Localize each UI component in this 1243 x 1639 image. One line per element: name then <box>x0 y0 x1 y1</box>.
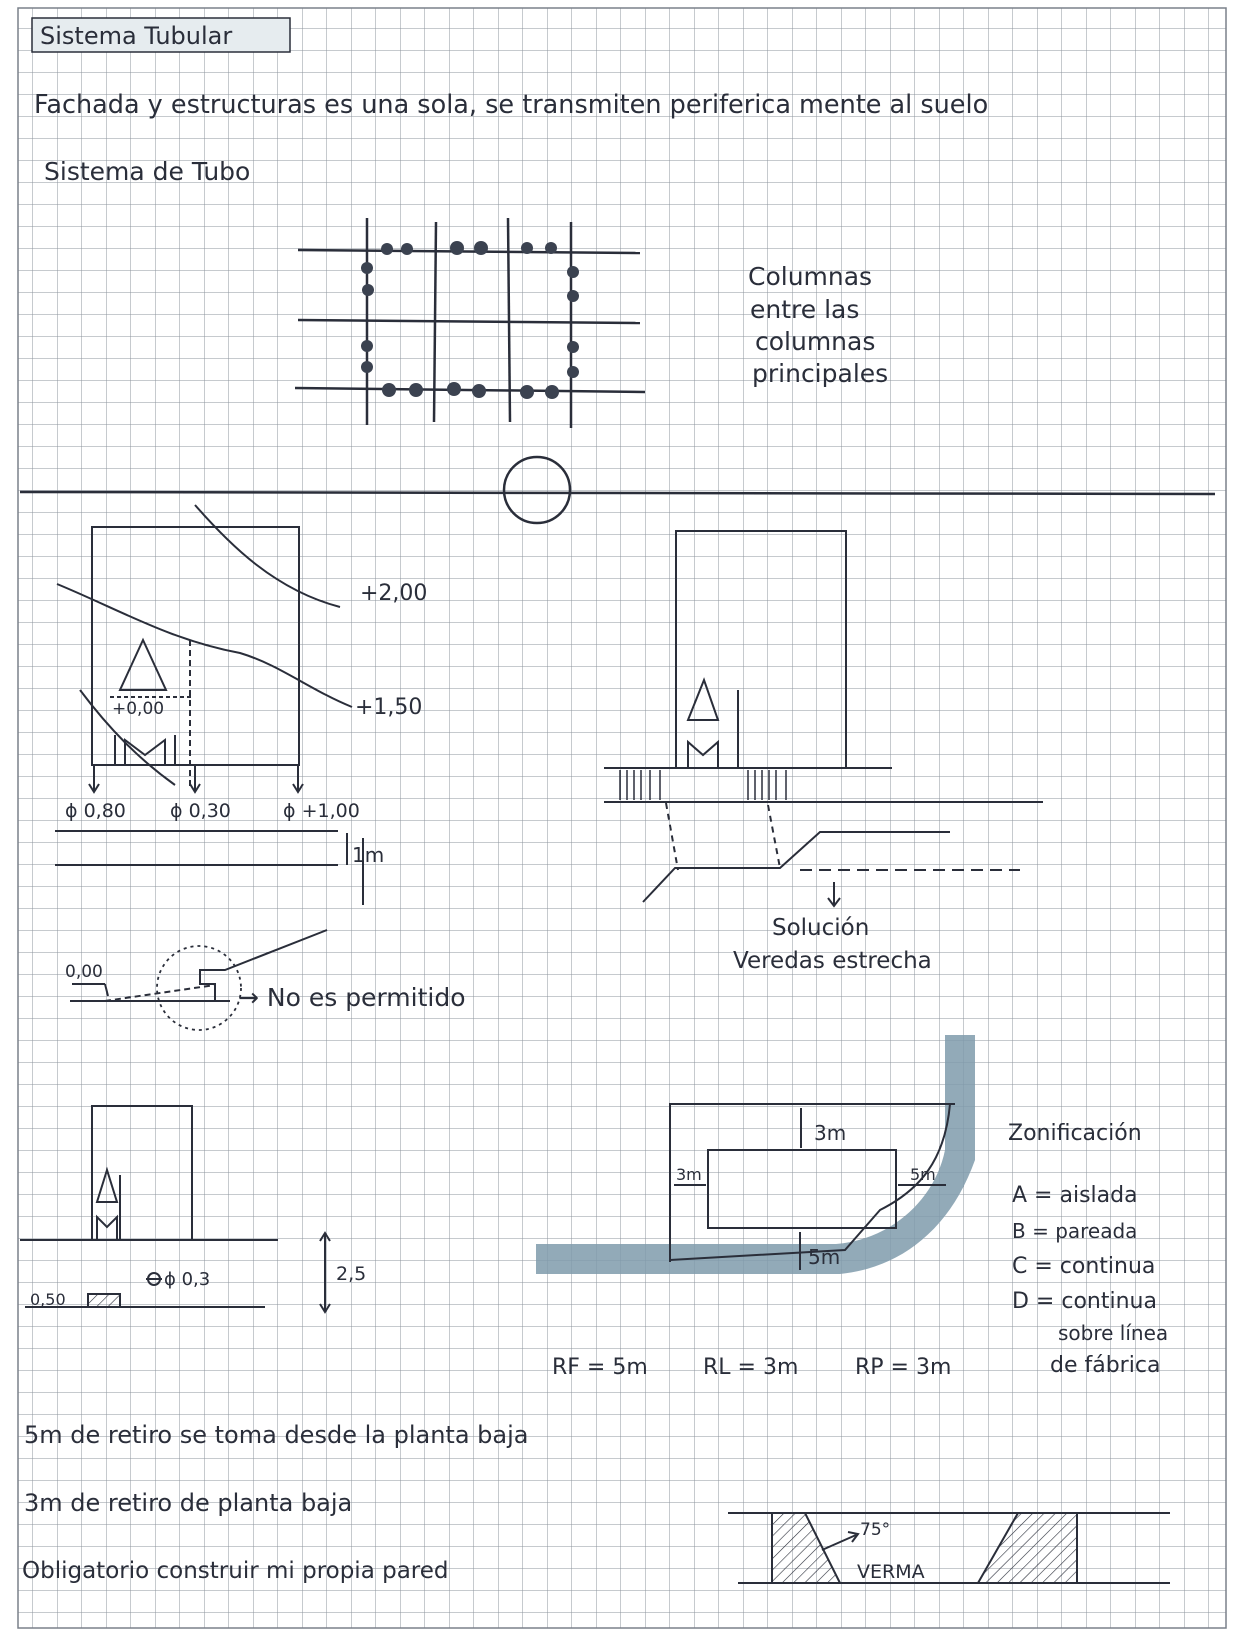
level-high: +2,00 <box>360 581 428 606</box>
plan-note-line2: entre las <box>750 295 860 324</box>
rl-value: RL = 3m <box>703 1355 799 1380</box>
not-allowed-text: → No es permitido <box>238 983 466 1012</box>
note-2: 3m de retiro de planta baja <box>24 1489 353 1517</box>
level-base: +0,00 <box>112 699 165 719</box>
note-3: Obligatorio construir mi propia pared <box>22 1558 449 1584</box>
rf-value: RF = 5m <box>552 1355 648 1380</box>
section-heading: Sistema de Tubo <box>44 157 251 186</box>
intro-line: Fachada y estructuras es una sola, se transmiten periferica mente al suelo <box>34 90 989 120</box>
zoning-d1: D = continua <box>1012 1289 1157 1314</box>
rp-value: RP = 3m <box>855 1355 952 1380</box>
zoning-b: B = pareada <box>1012 1219 1138 1243</box>
setback-top: 3m <box>814 1121 847 1145</box>
diameter-3: ɸ +1,00 <box>283 800 360 822</box>
berm-label: VERMA <box>857 1561 925 1583</box>
diameter-1: ɸ 0,80 <box>65 800 126 822</box>
setback-bottom: 5m <box>808 1245 841 1269</box>
zoning-d2: sobre línea <box>1058 1321 1169 1345</box>
one-meter-label: 1m <box>352 843 385 867</box>
diameter-2: ɸ 0,30 <box>170 800 231 822</box>
house-diameter: ɸ 0,3 <box>164 1269 211 1290</box>
berm-angle: 75° <box>860 1520 891 1540</box>
note-1: 5m de retiro se toma desde la planta baja <box>24 1421 529 1449</box>
zoning-title: Zonificación <box>1008 1121 1142 1146</box>
level-mid: +1,50 <box>355 695 423 720</box>
plan-note-line4: principales <box>752 359 889 388</box>
solution-detail: Veredas estrecha <box>733 948 932 974</box>
setback-right: 5m <box>910 1165 936 1184</box>
house-height: 2,5 <box>336 1263 367 1285</box>
zoning-c: C = continua <box>1012 1254 1156 1279</box>
zoning-a: A = aislada <box>1012 1183 1138 1208</box>
house-level: 0,50 <box>30 1290 66 1309</box>
zoning-d3: de fábrica <box>1050 1353 1161 1378</box>
setback-left: 3m <box>676 1165 702 1184</box>
page-title: Sistema Tubular <box>40 22 233 50</box>
solution-label: Solución <box>772 915 870 941</box>
plan-note-line1: Columnas <box>748 262 873 291</box>
not-allowed-level: 0,00 <box>65 962 103 982</box>
plan-note-line3: columnas <box>755 327 876 356</box>
